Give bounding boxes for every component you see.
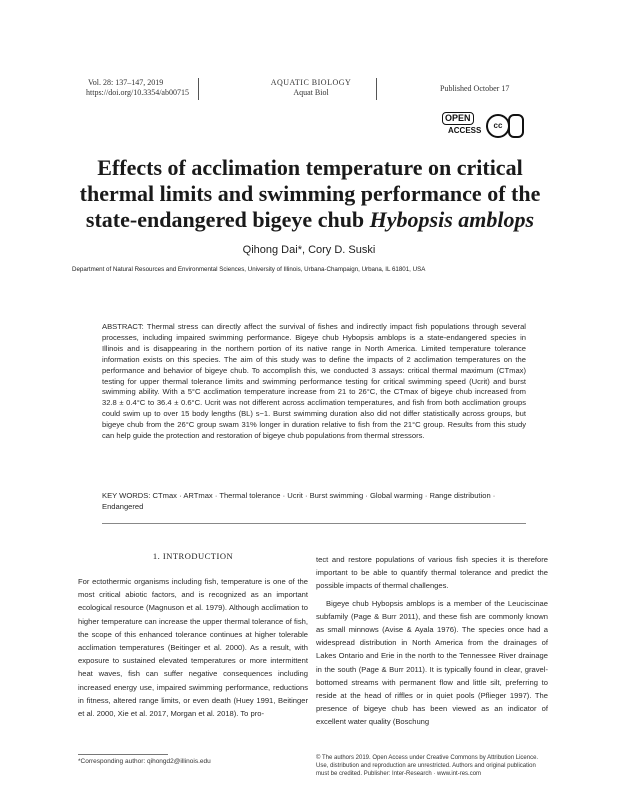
open-access-badge [442,112,522,142]
authors: Qihong Dai*, Cory D. Suski [242,244,376,256]
doi-link[interactable]: https://doi.org/10.3354/ab00715 [86,88,189,97]
volume-info: Vol. 28: 137–147, 2019 [88,78,164,87]
creative-commons-icon: cc [486,114,510,138]
abstract-label: ABSTRACT: [102,322,144,331]
species-name: Hybopsis amblops [369,207,535,232]
published-date: Published October 17 [440,84,510,93]
open-access-access-text: ACCESS [448,126,482,135]
header-divider-right [376,78,377,100]
section-heading-introduction: 1. INTRODUCTION [152,551,234,561]
abstract [102,322,526,442]
attribution-icon [508,114,524,138]
abstract-text: Thermal stress can directly affect the survival of fishes and indirectly impact fish populations through several processes, including impaired swimming performance. Bigeye chub Hybopsis amblops is a state-endangered species in Illinois and is disappearing in the northern portion of its native range in North America. Limited temperature tolerance information exists on this species. The aim of this study was to define the impacts of 2 acclimation temperatures on the performance and behavior of bigeye chub. To accomplish this, we conducted 3 assays: critical thermal maximum (CTmax) testing for upper thermal tolerance limits and swimming performance testing for critical swimming speed (Ucrit) and burst swimming ability. With a 5°C acclimation temperature increase from 21 to 26°C, the CTmax of bigeye chub increased from 32.8 ± 0.4°C to 36.4 ± 0.6°C. Ucrit was not different across acclimation temperatures, and fish from both acclimation groups could swim up to over 15 body lengths (BL) s−1. Burst swimming duration also did not differ statistically across groups, but bigeye chub from the 26°C group swam 31% longer in duration relative to fish from the 21°C group. Results from this study can help guide the protection and restoration of bigeye chub populations from thermal stressors. [102,322,526,441]
intro-col2-paragraph-1: tect and restore populations of various fish species it is therefore important to be able to quantify thermal tolerance and predict the possible impacts of thermal challenges. [316,555,548,591]
keywords-label: KEY WORDS: [102,491,151,500]
title-line-1: Effects of acclimation temperature on critical [97,155,523,180]
title-line-2: thermal limits and swimming performance of the [79,181,541,206]
license-notice: © The authors 2019. Open Access under Creative Commons by Attribution Licence. Use, distribution and reproduction are unrestricted. Authors and original publication must be credited. Publisher: Inter-Research · www.int-res.com [316,755,539,777]
affiliation: Department of Natural Resources and Environmental Sciences, University of Illinois, Urbana-Champaign, Urbana, IL 61801, USA [72,266,426,273]
corresponding-author-footnote: *Corresponding author: qihongd2@illinois.edu [78,758,211,765]
title-line-3 [60,207,560,233]
intro-column-2 [316,553,548,729]
footnote-rule [78,754,168,755]
open-access-open-text: OPEN [442,112,474,125]
header-divider-left [198,78,199,100]
keywords-text: CTmax · ARTmax · Thermal tolerance · Ucrit · Burst swimming · Global warming · Range distribution · Endangered [102,491,496,511]
article-title [60,155,560,233]
intro-column-1: For ectothermic organisms including fish, temperature is one of the most critical abiotic factors, and is recognized as an important ecological resource (Magnuson et al. 1979). Although acclimation to higher temperature can increase the upper thermal tolerance of fish, the scope of this enhanced tolerance continues at higher tolerable acclimation temperatures (Beitinger et al. 2000). As a result, with exposure to sustained elevated temperatures or more intermittent heat waves, fish can suffer negative consequences including increased energy use, impaired swimming performance, reductions in fitness, altered range limits, or even death (Huey 1991, Beitinger et al. 2000, Xie et al. 2017, Morgan et al. 2018). To pro- [78,577,308,719]
journal-abbrev: Aquat Biol [293,88,329,97]
journal-name: AQUATIC BIOLOGY [270,78,352,87]
keywords [102,490,526,512]
intro-col2-paragraph-2: Bigeye chub Hybopsis amblops is a member of the Leuciscinae subfamily (Page & Burr 2011), and these fish are commonly known as small minnows (Avise & Ayala 1976). The species once had a widespread distribution in North America from the drainages of Lakes Ontario and Erie in the north to the Tennessee River drainage in the south (Page & Burr 2011). It is typically found in clear, gravel-bottomed streams with permanent flow and little silt, preferring to reside at the head of riffles or in quiet pools (Pflieger 1997). The presence of bigeye chub has been viewed as an indicator of excellent water quality (Boschung [316,598,548,727]
abstract-bottom-rule [102,523,526,524]
title-line-3-text: state-endangered bigeye chub [85,207,370,232]
